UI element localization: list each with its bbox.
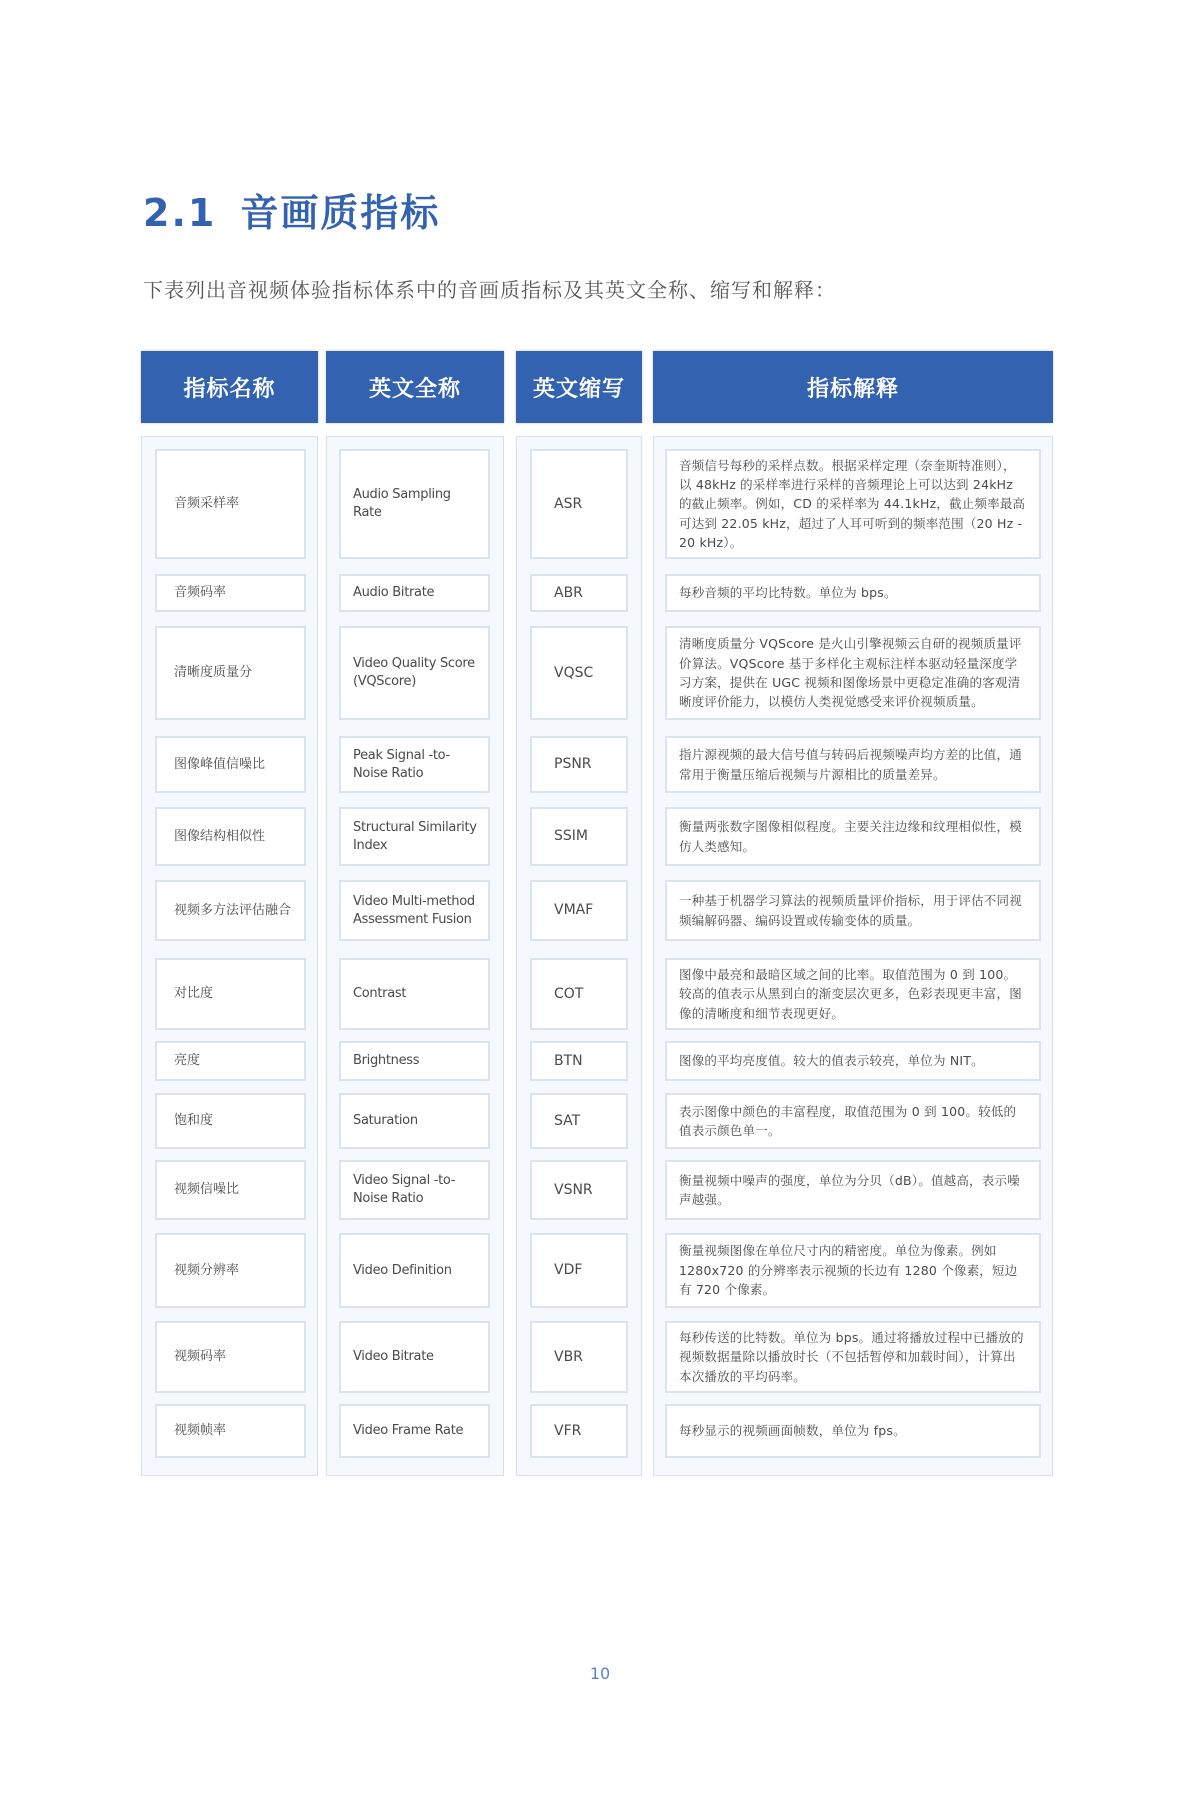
english-name-cell — [339, 1093, 490, 1149]
abbreviation-cell-text: SAT — [554, 1112, 581, 1129]
explanation-cell-text: 每秒传送的比特数。单位为 bps。通过将播放过程中已播放的视频数据量除以播放时长（不包括暂停和加载时间），计算出本次播放的平均码率。 — [679, 1329, 1024, 1384]
english-name-cell — [339, 1233, 490, 1308]
metric-name-cell-text: 图像峰值信噪比 — [174, 756, 266, 772]
english-name-cell-text: Saturation — [353, 1113, 418, 1129]
explanation-cell — [665, 449, 1041, 559]
abbreviation-cell — [530, 1404, 628, 1458]
explanation-cell-text: 图像的平均亮度值。较大的值表示较亮，单位为 NIT。 — [679, 1053, 984, 1069]
metric-name-cell — [155, 736, 306, 793]
english-name-cell-text: Video Signal -to-Noise Ratio — [353, 1173, 456, 1206]
metric-name-cell-text: 清晰度质量分 — [174, 665, 253, 681]
metric-name-cell-text: 视频码率 — [174, 1349, 227, 1365]
english-name-cell — [339, 626, 490, 720]
page-number: 10 — [589, 1664, 611, 1683]
abbreviation-cell — [530, 574, 628, 612]
metric-name-cell — [155, 1160, 306, 1220]
explanation-cell-text: 清晰度质量分 VQScore 是火山引擎视频云自研的视频质量评价算法。VQScore 基于多样化主观标注样本驱动轻量深度学习方案，提供在 UGC 视频和图像场景中更稳定准确的客观清晰度评价能力，以模仿人类视觉感受来评价视频质量。 — [679, 636, 1022, 710]
explanation-cell — [665, 1093, 1041, 1149]
explanation-cell-text: 指片源视频的最大信号值与转码后视频噪声均方差的比值，通常用于衡量压缩后视频与片源相比的质量差异。 — [679, 747, 1022, 782]
abbreviation-cell-text: BTN — [554, 1052, 583, 1069]
english-name-cell-text: Video Multi-method Assessment Fusion — [353, 893, 475, 927]
metric-name-cell — [155, 626, 306, 720]
abbreviation-cell-text: COT — [554, 985, 584, 1002]
header-metric-name: 指标名称 — [141, 351, 318, 423]
metric-name-cell — [155, 1404, 306, 1458]
metric-name-cell-text: 亮度 — [174, 1053, 201, 1069]
explanation-cell — [665, 574, 1041, 612]
metric-name-cell — [155, 449, 306, 559]
metric-name-cell-text: 视频多方法评估融合 — [174, 902, 292, 918]
english-name-cell — [339, 1404, 490, 1458]
abbreviation-cell — [530, 449, 628, 559]
metric-name-cell-text: 视频分辨率 — [174, 1262, 240, 1278]
english-name-cell — [339, 1160, 490, 1220]
explanation-cell — [665, 807, 1041, 866]
abbreviation-cell — [530, 807, 628, 866]
english-name-cell — [339, 1041, 490, 1081]
english-name-cell — [339, 807, 490, 866]
explanation-cell — [665, 1404, 1041, 1458]
explanation-cell — [665, 958, 1041, 1030]
header-abbreviation: 英文缩写 — [516, 351, 642, 423]
abbreviation-cell — [530, 1233, 628, 1308]
english-name-cell-text: Video Quality Score (VQScore) — [353, 656, 475, 689]
abbreviation-cell-text: VSNR — [554, 1181, 593, 1198]
abbreviation-cell-text: VMAF — [554, 902, 594, 919]
explanation-cell-text: 音频信号每秒的采样点数。根据采样定理（奈奎斯特准则），以 48kHz 的采样率进行采样的音频理论上可以达到 24kHz 的截止频率。例如，CD 的采样率为 44.1kHz，截止频率最高可达到 22.05 kHz，超过了人耳可听到的频率范围（20 Hz - 20 kHz）。 — [679, 457, 1026, 551]
metric-name-cell-text: 视频信噪比 — [174, 1182, 240, 1198]
metric-name-cell — [155, 1321, 306, 1393]
metric-name-cell-text: 图像结构相似性 — [174, 828, 266, 844]
english-name-cell-text: Video Definition — [353, 1262, 452, 1278]
explanation-cell-text: 表示图像中颜色的丰富程度，取值范围为 0 到 100。较低的值表示颜色单一。 — [679, 1103, 1017, 1138]
abbreviation-cell-text: VDF — [554, 1262, 583, 1279]
abbreviation-cell-text: VFR — [554, 1422, 582, 1439]
metric-name-cell — [155, 958, 306, 1030]
section-number: 2.1 — [143, 191, 217, 235]
english-name-cell-text: Audio Sampling Rate — [353, 487, 451, 520]
abbreviation-cell-text: SSIM — [554, 828, 588, 845]
metric-name-cell-text: 音频采样率 — [174, 496, 240, 512]
explanation-cell — [665, 1321, 1041, 1393]
abbreviation-cell-text: ABR — [554, 584, 583, 601]
abbreviation-cell — [530, 1093, 628, 1149]
abbreviation-cell-text: PSNR — [554, 756, 592, 773]
explanation-cell-text: 每秒显示的视频画面帧数，单位为 fps。 — [679, 1423, 906, 1439]
english-name-cell-text: Structural Similarity Index — [353, 819, 477, 853]
header-english-full-name: 英文全称 — [326, 351, 504, 423]
english-name-cell — [339, 736, 490, 793]
english-name-cell-text: Video Frame Rate — [353, 1423, 464, 1439]
metric-name-cell-text: 对比度 — [174, 986, 214, 1002]
section-title — [143, 182, 440, 237]
explanation-cell-text: 每秒音频的平均比特数。单位为 bps。 — [679, 585, 897, 601]
english-name-cell-text: Brightness — [353, 1053, 420, 1069]
english-name-cell — [339, 958, 490, 1030]
english-name-cell — [339, 574, 490, 612]
metric-name-cell — [155, 1233, 306, 1308]
metric-name-cell — [155, 880, 306, 941]
abbreviation-cell-text: VQSC — [554, 664, 594, 681]
explanation-cell — [665, 1160, 1041, 1220]
header-explanation: 指标解释 — [653, 351, 1053, 423]
explanation-cell-text: 衡量视频中噪声的强度，单位为分贝（dB）。值越高，表示噪声越强。 — [679, 1172, 1020, 1207]
metric-name-cell-text: 视频帧率 — [174, 1423, 227, 1439]
abbreviation-cell — [530, 1041, 628, 1081]
explanation-cell — [665, 1233, 1041, 1308]
abbreviation-cell — [530, 626, 628, 720]
abbreviation-cell-text: VBR — [554, 1348, 583, 1365]
abbreviation-cell — [530, 880, 628, 941]
metric-name-cell — [155, 574, 306, 612]
explanation-cell — [665, 626, 1041, 720]
english-name-cell — [339, 449, 490, 559]
english-name-cell — [339, 880, 490, 941]
english-name-cell-text: Peak Signal -to-Noise Ratio — [353, 747, 450, 781]
metric-name-cell — [155, 1041, 306, 1081]
explanation-cell — [665, 1041, 1041, 1081]
metric-name-cell — [155, 807, 306, 866]
metric-name-cell-text: 音频码率 — [174, 585, 227, 601]
abbreviation-cell — [530, 1321, 628, 1393]
explanation-cell-text: 衡量视频图像在单位尺寸内的精密度。单位为像素。例如 1280x720 的分辨率表示视频的长边有 1280 个像素，短边有 720 个像素。 — [679, 1243, 1018, 1298]
explanation-cell-text: 一种基于机器学习算法的视频质量评价指标，用于评估不同视频编解码器、编码设置或传输变体的质量。 — [679, 893, 1022, 928]
abbreviation-cell — [530, 1160, 628, 1220]
metric-name-cell — [155, 1093, 306, 1149]
section-heading: 音画质指标 — [240, 191, 441, 235]
english-name-cell-text: Video Bitrate — [353, 1349, 434, 1365]
abbreviation-cell-text: ASR — [554, 495, 583, 512]
english-name-cell-text: Contrast — [353, 986, 407, 1002]
abbreviation-cell — [530, 958, 628, 1030]
intro-paragraph: 下表列出音视频体验指标体系中的音画质指标及其英文全称、缩写和解释： — [143, 278, 836, 302]
english-name-cell-text: Audio Bitrate — [353, 585, 435, 601]
explanation-cell-text: 衡量两张数字图像相似程度。主要关注边缘和纹理相似性，模仿人类感知。 — [679, 819, 1022, 854]
explanation-cell-text: 图像中最亮和最暗区域之间的比率。取值范围为 0 到 100。较高的值表示从黑到白的渐变层次更多，色彩表现更丰富，图像的清晰度和细节表现更好。 — [679, 966, 1022, 1021]
explanation-cell — [665, 880, 1041, 941]
english-name-cell — [339, 1321, 490, 1393]
explanation-cell — [665, 736, 1041, 793]
metric-name-cell-text: 饱和度 — [174, 1113, 214, 1129]
abbreviation-cell — [530, 736, 628, 793]
